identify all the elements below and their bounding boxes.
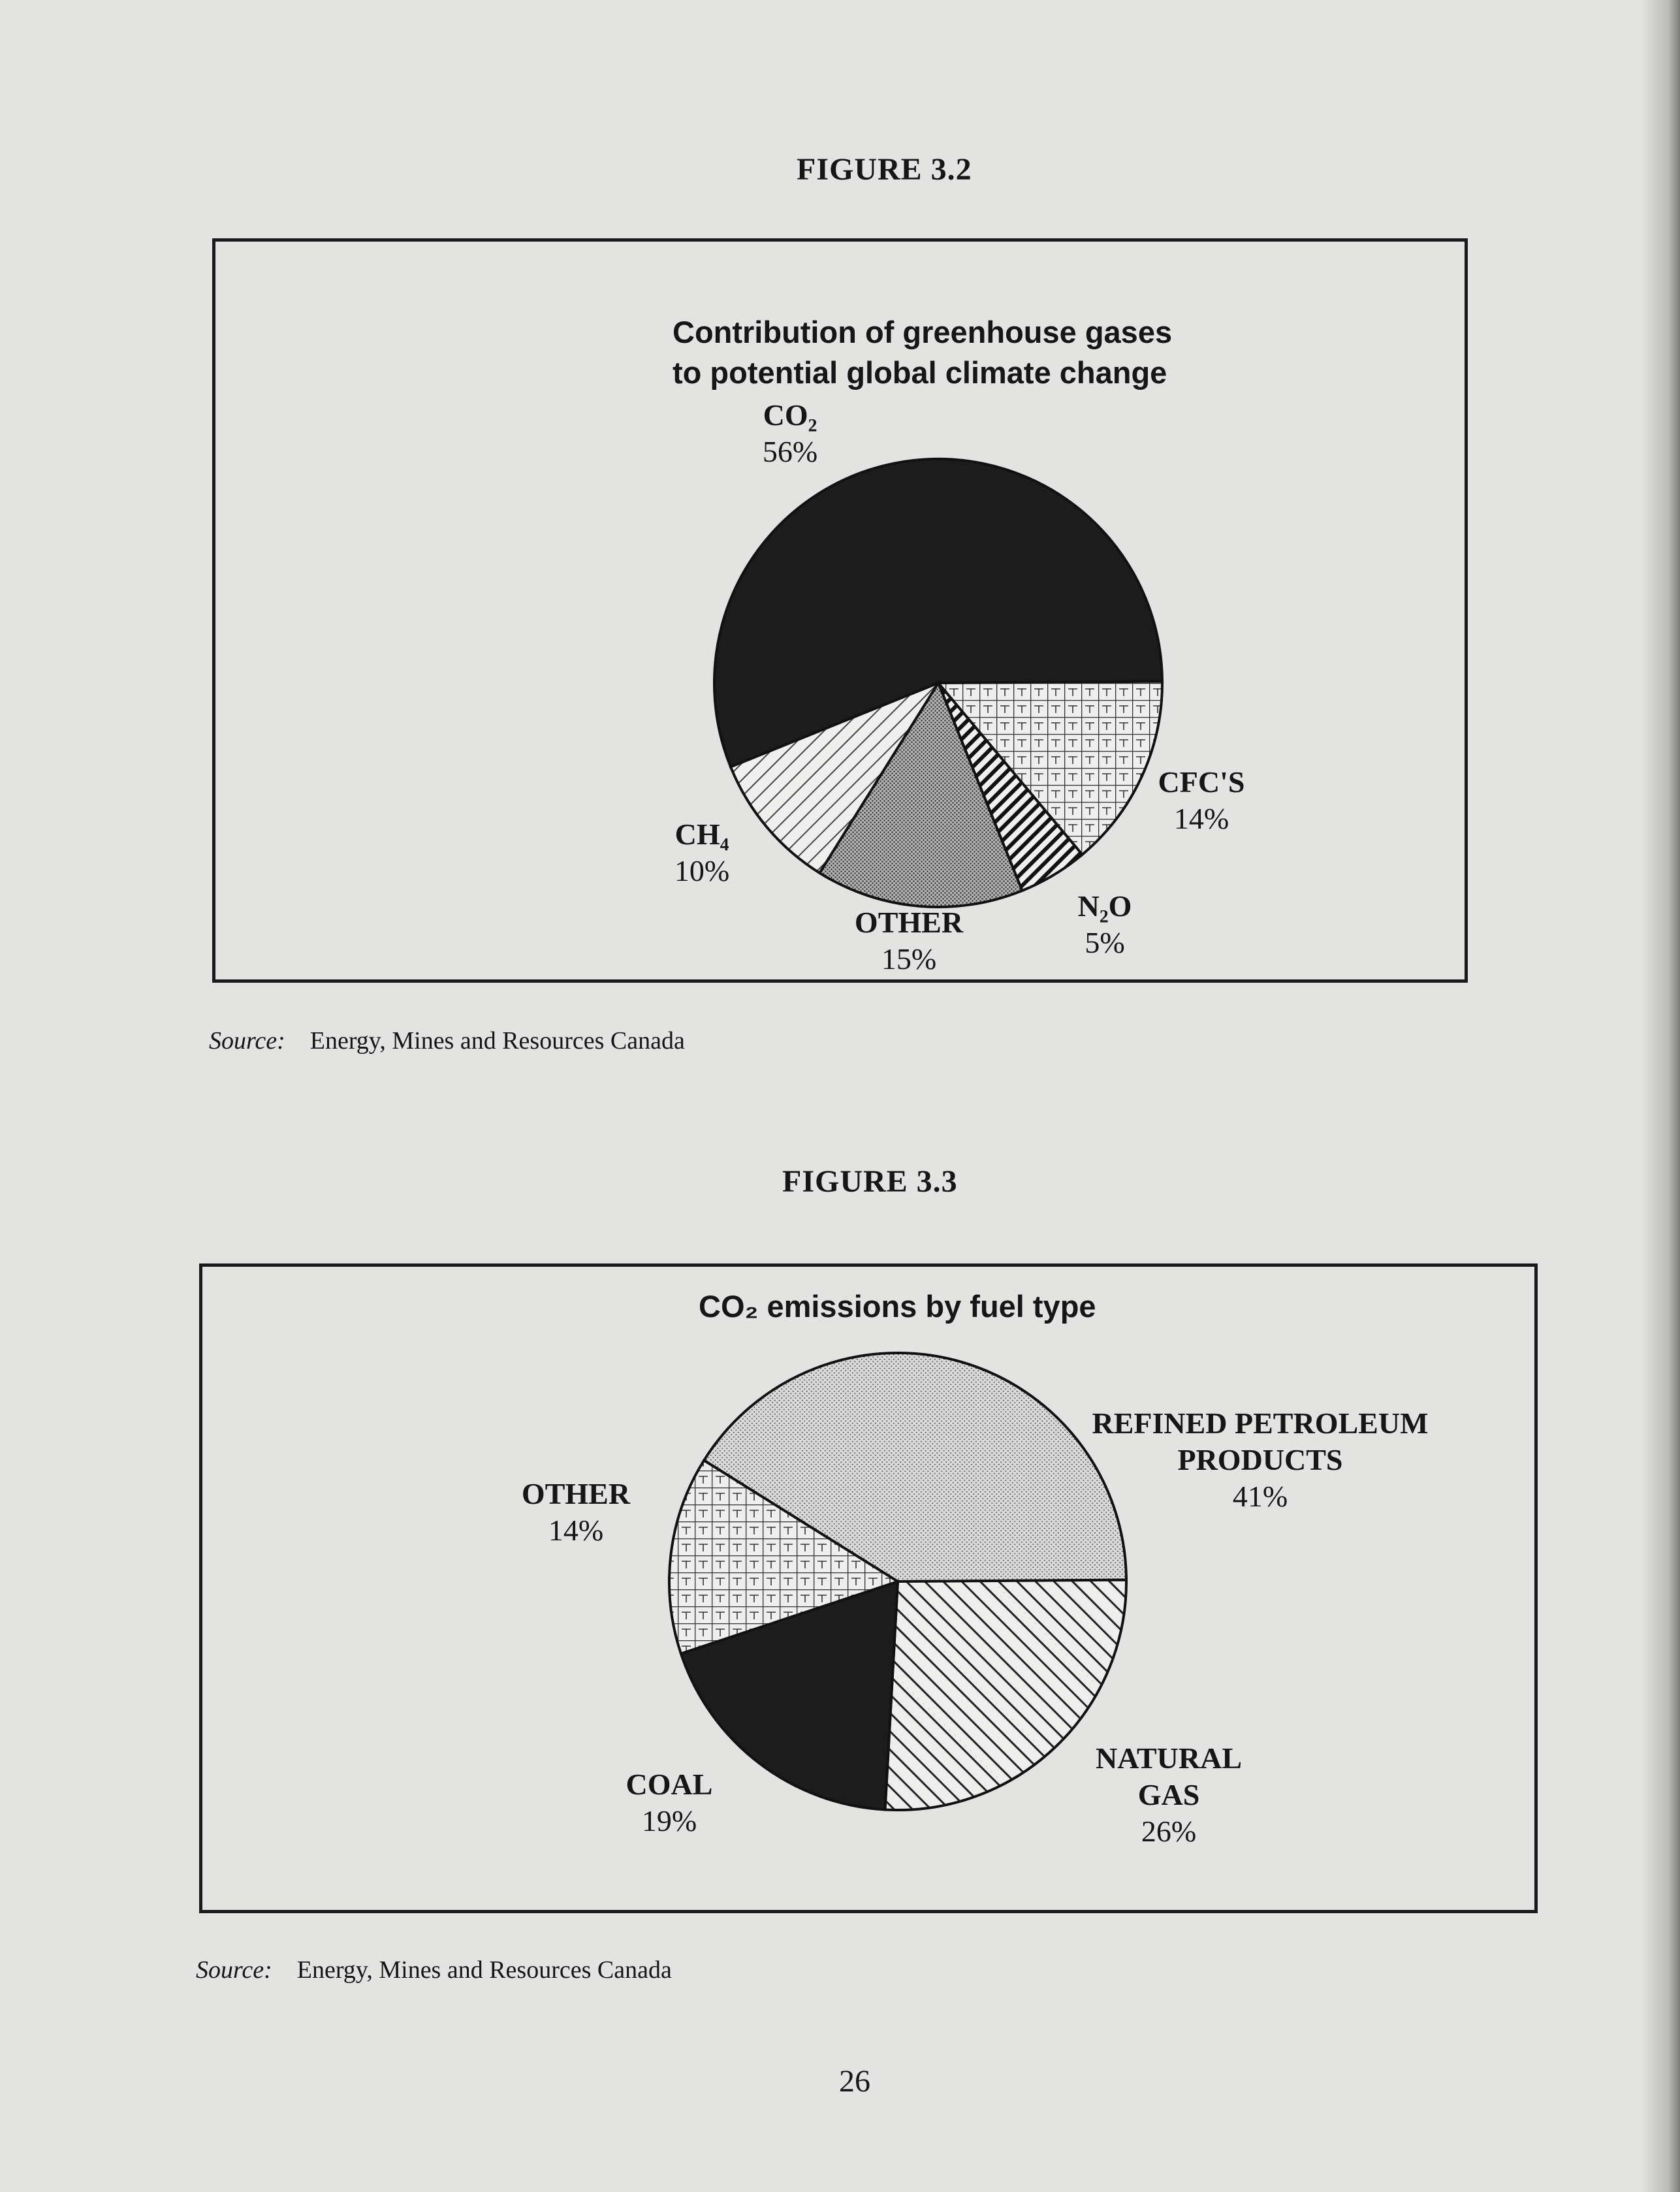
slice-value: 41% — [1232, 1480, 1288, 1513]
chart-title — [699, 1286, 1096, 1327]
slice-name: OTHER — [521, 1477, 631, 1510]
slice-label-cfcs — [1158, 764, 1245, 837]
chart-frame — [212, 238, 1468, 983]
page-edge-shadow — [1641, 0, 1680, 2192]
pie-slice-natural-gas — [885, 1580, 1127, 1810]
chart-title-line: Contribution of greenhouse gases — [673, 315, 1173, 349]
slice-label-refined-petroleum — [1092, 1405, 1429, 1515]
slice-value: 19% — [641, 1804, 697, 1837]
slice-value: 14% — [548, 1514, 604, 1547]
source-note — [209, 1026, 685, 1055]
slice-name: CH₄ — [674, 818, 729, 851]
slice-name: REFINED PETROLEUM — [1092, 1406, 1429, 1440]
slice-value: 5% — [1085, 926, 1125, 959]
slice-name: PRODUCTS — [1177, 1443, 1343, 1476]
slice-label-coal — [626, 1766, 713, 1839]
slice-value: 15% — [881, 942, 937, 976]
slice-label-co2 — [763, 397, 817, 470]
slice-value: 26% — [1141, 1815, 1197, 1848]
chart-frame — [199, 1263, 1538, 1913]
slice-label-n2o — [1078, 888, 1132, 961]
chart-title-line: to potential global climate change — [673, 355, 1167, 390]
slice-name: CFC'S — [1158, 765, 1245, 799]
slice-label-other — [855, 904, 963, 977]
source-note — [196, 1956, 672, 1984]
slice-label-natural-gas — [1096, 1740, 1242, 1850]
slice-value: 10% — [674, 854, 730, 887]
pie-chart — [202, 1267, 1534, 1910]
slice-value: 14% — [1173, 802, 1229, 835]
chart-title-line: CO₂ emissions by fuel type — [699, 1289, 1096, 1324]
slice-value: 56% — [762, 435, 818, 468]
slice-name: CO₂ — [763, 398, 817, 432]
figure-heading: FIGURE 3.3 — [782, 1164, 958, 1199]
source-label: Source: — [196, 1956, 272, 1984]
slice-name: COAL — [626, 1768, 713, 1801]
source-text: Energy, Mines and Resources Canada — [309, 1027, 685, 1055]
chart-title — [673, 312, 1173, 393]
source-text: Energy, Mines and Resources Canada — [296, 1956, 672, 1984]
page-number: 26 — [839, 2064, 870, 2099]
figure-heading: FIGURE 3.2 — [797, 152, 972, 187]
slice-label-ch4 — [674, 816, 729, 889]
slice-name: OTHER — [854, 906, 964, 939]
source-label: Source: — [209, 1027, 285, 1055]
slice-label-other — [522, 1476, 630, 1549]
slice-name: GAS — [1137, 1778, 1200, 1811]
slice-name: N₂O — [1077, 889, 1132, 923]
slice-name: NATURAL — [1095, 1741, 1243, 1775]
